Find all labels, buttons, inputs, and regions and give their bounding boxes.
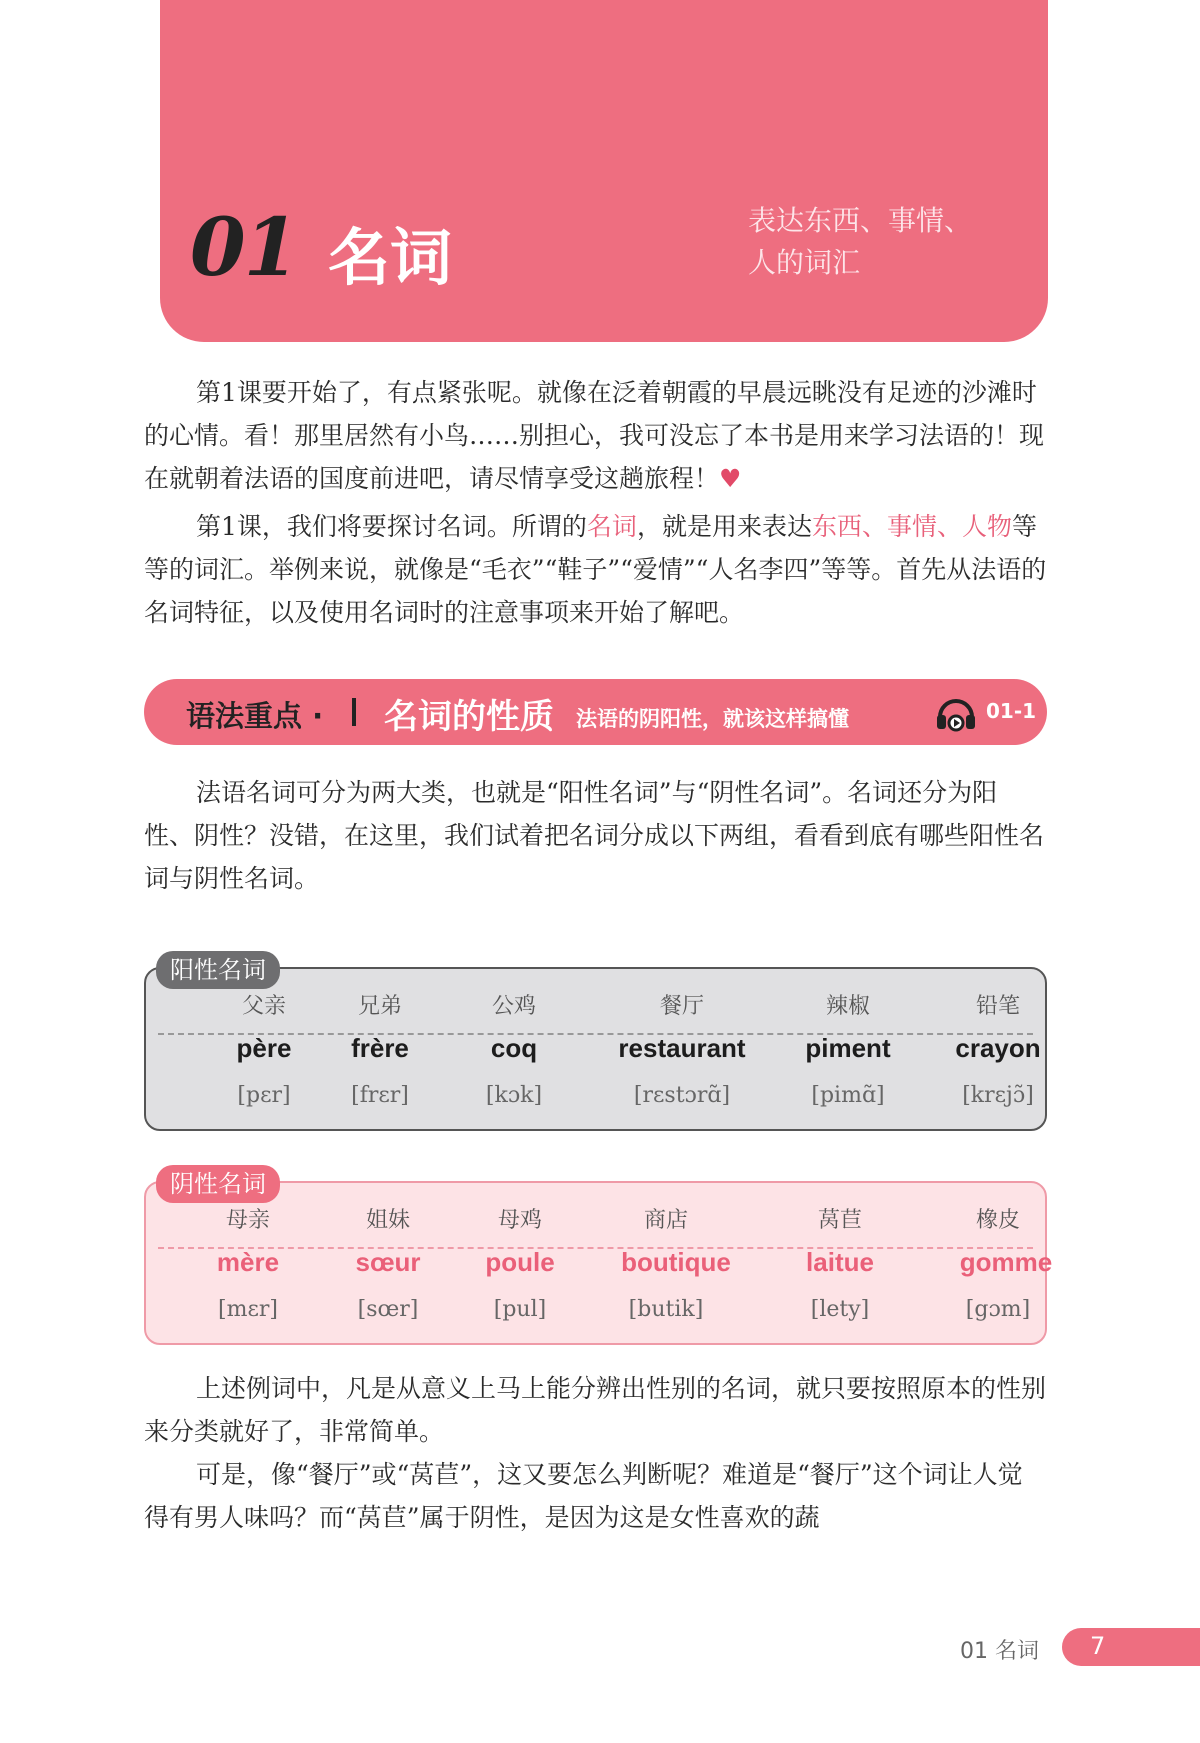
noun-word: crayon <box>955 1033 1041 1063</box>
noun-meaning: 商店 <box>643 1208 688 1233</box>
noun-word: gomme <box>959 1247 1053 1277</box>
headphones-icon[interactable] <box>934 693 978 733</box>
noun-word: frère <box>351 1033 409 1063</box>
masculine-words-row <box>146 1033 1045 1073</box>
after-paragraph-2: 可是，像“餐厅”或“莴苣”，这又要怎么判断呢？难道是“餐厅”这个词让人觉得有男人味吗？而“莴苣”属于阴性，是因为这是女性喜欢的蔬 <box>144 1460 1023 1532</box>
chapter-title: 名词 <box>328 221 453 294</box>
feminine-noun-box <box>144 1170 1053 1345</box>
noun-ipa: [pimɑ̃] <box>811 1083 885 1108</box>
noun-word: piment <box>805 1033 891 1063</box>
masculine-noun-box <box>144 956 1047 1131</box>
noun-word: sœur <box>355 1247 421 1277</box>
noun-ipa: [pɛr] <box>237 1083 291 1108</box>
noun-meaning: 姐妹 <box>365 1208 410 1233</box>
noun-ipa: [krɛjɔ̃] <box>962 1083 1034 1108</box>
section-label: 语法重点 · <box>186 699 324 733</box>
intro-p2-b: ，就是用来表达 <box>636 512 812 541</box>
chapter-subtitle <box>748 200 1008 284</box>
noun-meaning: 母亲 <box>225 1208 270 1233</box>
footer-chapter-label: 01 名词 <box>960 1639 1039 1664</box>
masculine-tag: 阳性名词 <box>156 951 280 989</box>
chapter-banner <box>160 0 1048 342</box>
noun-ipa: [lety] <box>810 1297 870 1322</box>
noun-meaning: 兄弟 <box>357 994 402 1019</box>
noun-ipa: [gɔm] <box>965 1297 1031 1322</box>
feminine-words-row <box>146 1247 1053 1287</box>
noun-ipa: [kɔk] <box>485 1083 543 1108</box>
page-number-tab <box>1062 1628 1200 1666</box>
audio-track-number: 01-1 <box>986 699 1037 723</box>
page-number: 7 <box>1090 1632 1106 1660</box>
noun-ipa: [pul] <box>493 1297 547 1322</box>
section-tagline: 法语的阴阳性，就该这样搞懂 <box>576 707 849 731</box>
intro-p2-c: 等等的词汇。举例来说，就像是“毛衣”“鞋子”“爱情”“人名李四”等等。首先从法语的名词特征，以及使用名词时的注意事项来开始了解吧。 <box>144 512 1047 627</box>
intro-p2-highlight-noun: 名词 <box>586 512 637 541</box>
noun-meaning: 橡皮 <box>975 1208 1020 1233</box>
noun-ipa: [rɛstɔrɑ̃] <box>633 1083 731 1108</box>
grammar-section-header <box>144 679 1047 745</box>
after-paragraph-1: 上述例词中，凡是从意义上马上能分辨出性别的名词，就只要按照原本的性别来分类就好了，非常简单。 <box>144 1374 1047 1446</box>
masculine-meanings-row <box>146 989 1045 1029</box>
intro-p2-highlight-things: 东西、事情、人物 <box>811 512 1012 541</box>
intro-p2-a: 第1课，我们将要探讨名词。所谓的 <box>196 512 587 541</box>
noun-word: restaurant <box>618 1033 746 1063</box>
section-paragraph-1: 法语名词可分为两大类，也就是“阳性名词”与“阴性名词”。名词还分为阳性、阴性？没错，在这里，我们试着把名词分成以下两组，看看到底有哪些阳性名词与阴性名词。 <box>144 778 1045 893</box>
noun-meaning: 辣椒 <box>825 994 870 1019</box>
noun-meaning: 父亲 <box>241 994 286 1019</box>
heart-icon: ♥ <box>719 464 742 493</box>
noun-word: mère <box>216 1247 280 1277</box>
feminine-meanings-row <box>146 1203 1045 1243</box>
noun-word: poule <box>485 1247 555 1277</box>
section-divider <box>352 698 356 726</box>
noun-ipa: [mɛr] <box>218 1297 278 1322</box>
feminine-ipa-row <box>146 1297 1045 1337</box>
noun-word: boutique <box>621 1247 731 1277</box>
intro-p1-text: 第1课要开始了，有点紧张呢。就像在泛着朝霞的早晨远眺没有足迹的沙滩时的心情。看！那里居然有小鸟……别担心，我可没忘了本书是用来学习法语的！现在就朝着法语的国度前进吧，请尽情享受这趟旅程！ <box>144 378 1045 493</box>
noun-meaning: 莴苣 <box>817 1208 862 1233</box>
noun-meaning: 公鸡 <box>491 994 536 1019</box>
subtitle-line-2: 人的词汇 <box>748 246 861 279</box>
noun-ipa: [sœr] <box>357 1297 419 1322</box>
noun-word: laitue <box>806 1247 874 1277</box>
subtitle-line-1: 表达东西、事情、 <box>748 204 973 237</box>
noun-ipa: [frɛr] <box>351 1083 409 1108</box>
masculine-ipa-row <box>146 1083 1045 1123</box>
noun-word: père <box>236 1033 292 1063</box>
noun-meaning: 餐厅 <box>659 994 704 1019</box>
feminine-tag: 阴性名词 <box>156 1165 280 1203</box>
noun-meaning: 母鸡 <box>497 1208 542 1233</box>
noun-ipa: [butik] <box>628 1297 704 1322</box>
intro-paragraph-2 <box>144 505 1047 634</box>
section-title: 名词的性质 <box>384 697 554 737</box>
intro-paragraph-1 <box>144 371 1047 500</box>
noun-meaning: 铅笔 <box>975 994 1020 1019</box>
chapter-number: 01 <box>190 200 298 294</box>
noun-word: coq <box>490 1033 538 1063</box>
